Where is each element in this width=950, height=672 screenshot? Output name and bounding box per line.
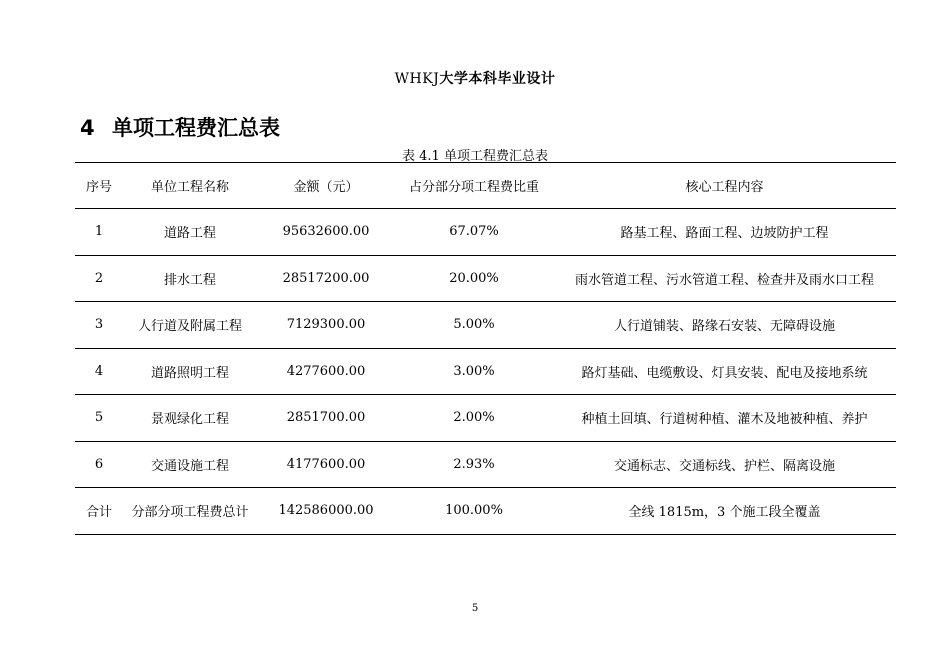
cell-seq: 1 [75,209,123,256]
cell-core-content: 交通标志、交通标线、护栏、隔离设施 [553,441,896,488]
table-row [75,395,896,442]
cell-ratio: 2.93% [395,441,553,488]
section-title-text: 单项工程费汇总表 [112,116,280,140]
cell-core-content: 人行道铺装、路缘石安装、无障碍设施 [553,302,896,349]
cell-seq: 4 [75,348,123,395]
page-number: 5 [471,603,479,614]
cell-total-label: 合计 [75,488,123,535]
cost-summary-table [75,162,896,535]
table-row [75,302,896,349]
cell-core-content: 雨水管道工程、污水管道工程、检查井及雨水口工程 [553,255,896,302]
cell-ratio: 20.00% [395,255,553,302]
page-header [0,68,950,88]
column-header-amount: 金额（元） [257,163,395,209]
cell-name: 交通设施工程 [123,441,257,488]
table-total-row [75,488,896,535]
cell-seq: 6 [75,441,123,488]
cell-seq: 2 [75,255,123,302]
cell-core-content: 种植土回填、行道树种植、灌木及地被种植、养护 [553,395,896,442]
cell-ratio: 3.00% [395,348,553,395]
column-header-seq: 序号 [75,163,123,209]
cell-name: 排水工程 [123,255,257,302]
cell-total-name: 分部分项工程费总计 [123,488,257,535]
column-header-core-content: 核心工程内容 [553,163,896,209]
cell-amount: 4277600.00 [257,348,395,395]
cell-amount: 7129300.00 [257,302,395,349]
table-header-row [75,163,896,209]
cell-seq: 5 [75,395,123,442]
cell-ratio: 5.00% [395,302,553,349]
table-caption: 表 4.1 单项工程费汇总表 [402,149,548,164]
cell-total-amount: 142586000.00 [257,488,395,535]
header-prefix: WHKJ [394,71,440,87]
cell-core-content: 路灯基础、电缆敷设、灯具安装、配电及接地系统 [553,348,896,395]
table-row [75,348,896,395]
table-row [75,441,896,488]
cell-ratio: 67.07% [395,209,553,256]
section-number: 4 [80,116,95,140]
cell-name: 道路照明工程 [123,348,257,395]
cell-amount: 2851700.00 [257,395,395,442]
cell-amount: 95632600.00 [257,209,395,256]
cell-name: 景观绿化工程 [123,395,257,442]
cell-ratio: 2.00% [395,395,553,442]
cell-name: 人行道及附属工程 [123,302,257,349]
cell-amount: 4177600.00 [257,441,395,488]
cell-core-content: 路基工程、路面工程、边坡防护工程 [553,209,896,256]
table-row [75,209,896,256]
cell-total-ratio: 100.00% [395,488,553,535]
column-header-name: 单位工程名称 [123,163,257,209]
cell-amount: 28517200.00 [257,255,395,302]
table-row [75,255,896,302]
column-header-ratio: 占分部分项工程费比重 [395,163,553,209]
cell-total-core-content: 全线 1815m，3 个施工段全覆盖 [553,488,896,535]
cell-name: 道路工程 [123,209,257,256]
cell-seq: 3 [75,302,123,349]
section-heading [80,112,280,142]
header-title: 大学本科毕业设计 [439,71,556,87]
